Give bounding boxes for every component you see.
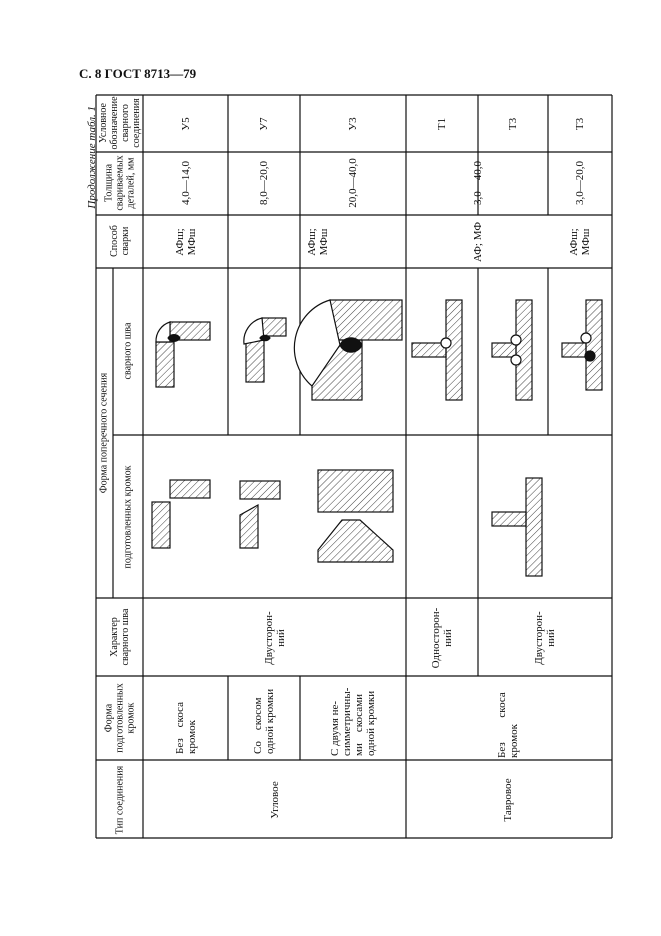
seam-t1 bbox=[412, 300, 462, 400]
seam-double-sided: Двусторон- ний bbox=[263, 611, 287, 665]
method-1: АФш; МФш bbox=[174, 228, 198, 256]
col-designation-header: Условное обозначение сварного соединения bbox=[98, 96, 142, 150]
edge-form-tee: Без скоса кромок bbox=[496, 692, 520, 758]
designation-5: Т3 bbox=[507, 117, 519, 131]
col-edge-form-header: Форма подготовленных кромок bbox=[103, 683, 137, 753]
edge-form-3: С двумя не- симметричны- ми скосами одной кромки bbox=[329, 687, 377, 756]
thickness-6: 3,0—20,0 bbox=[574, 161, 586, 205]
col-method-header: Способ сварки bbox=[109, 225, 131, 257]
thickness-2: 8,0—20,0 bbox=[258, 161, 270, 205]
edges-u3 bbox=[318, 470, 393, 562]
page-header: С. 8 ГОСТ 8713—79 bbox=[79, 66, 197, 81]
seam-t3 bbox=[492, 300, 532, 400]
seam-u5 bbox=[156, 322, 210, 387]
edges-u5 bbox=[152, 480, 210, 548]
designation-3: У3 bbox=[347, 117, 359, 131]
edges-u7 bbox=[240, 481, 280, 548]
thickness-tee: 3,0—40,0 bbox=[472, 161, 484, 205]
designation-2: У7 bbox=[258, 117, 270, 131]
col-seam-character-header: Характер сварного шва bbox=[109, 608, 131, 666]
designation-1: У5 bbox=[180, 117, 192, 131]
edge-form-1: Без скоса кромок bbox=[174, 701, 198, 754]
thickness-3: 20,0—40,0 bbox=[347, 158, 359, 208]
col-thickness-header: Толщина свариваемых деталей, мм bbox=[103, 155, 137, 211]
type-tee: Тавровое bbox=[502, 778, 514, 822]
col-cross-section-header: Форма поперечного сечения bbox=[98, 372, 110, 494]
designation-6: Т3 bbox=[574, 117, 586, 131]
thickness-1: 4,0—14,0 bbox=[180, 161, 192, 205]
method-3: АФш; МФш bbox=[306, 228, 330, 256]
edge-form-2: Со скосом одной кромки bbox=[252, 688, 276, 754]
seam-one-sided: Односторон- ний bbox=[430, 607, 454, 669]
col-type-header: Тип соединения bbox=[114, 765, 126, 835]
method-6: АФш; МФш bbox=[568, 228, 592, 256]
seam-u7 bbox=[244, 318, 286, 382]
type-corner: Угловое bbox=[269, 781, 281, 819]
continuation-label: Продолжение табл. 1 bbox=[86, 106, 98, 209]
col-weld-seam-header: сварного шва bbox=[122, 322, 134, 380]
method-tee-af: АФ; МФ bbox=[472, 221, 484, 263]
seam-u3 bbox=[294, 300, 402, 400]
seam-t3-b bbox=[562, 300, 602, 390]
designation-4: Т1 bbox=[436, 117, 448, 131]
edges-tee bbox=[492, 478, 542, 576]
seam-double-sided-2: Двусторон- ний bbox=[533, 611, 557, 665]
col-prepared-edges-header: подготовленных кромок bbox=[122, 465, 134, 569]
